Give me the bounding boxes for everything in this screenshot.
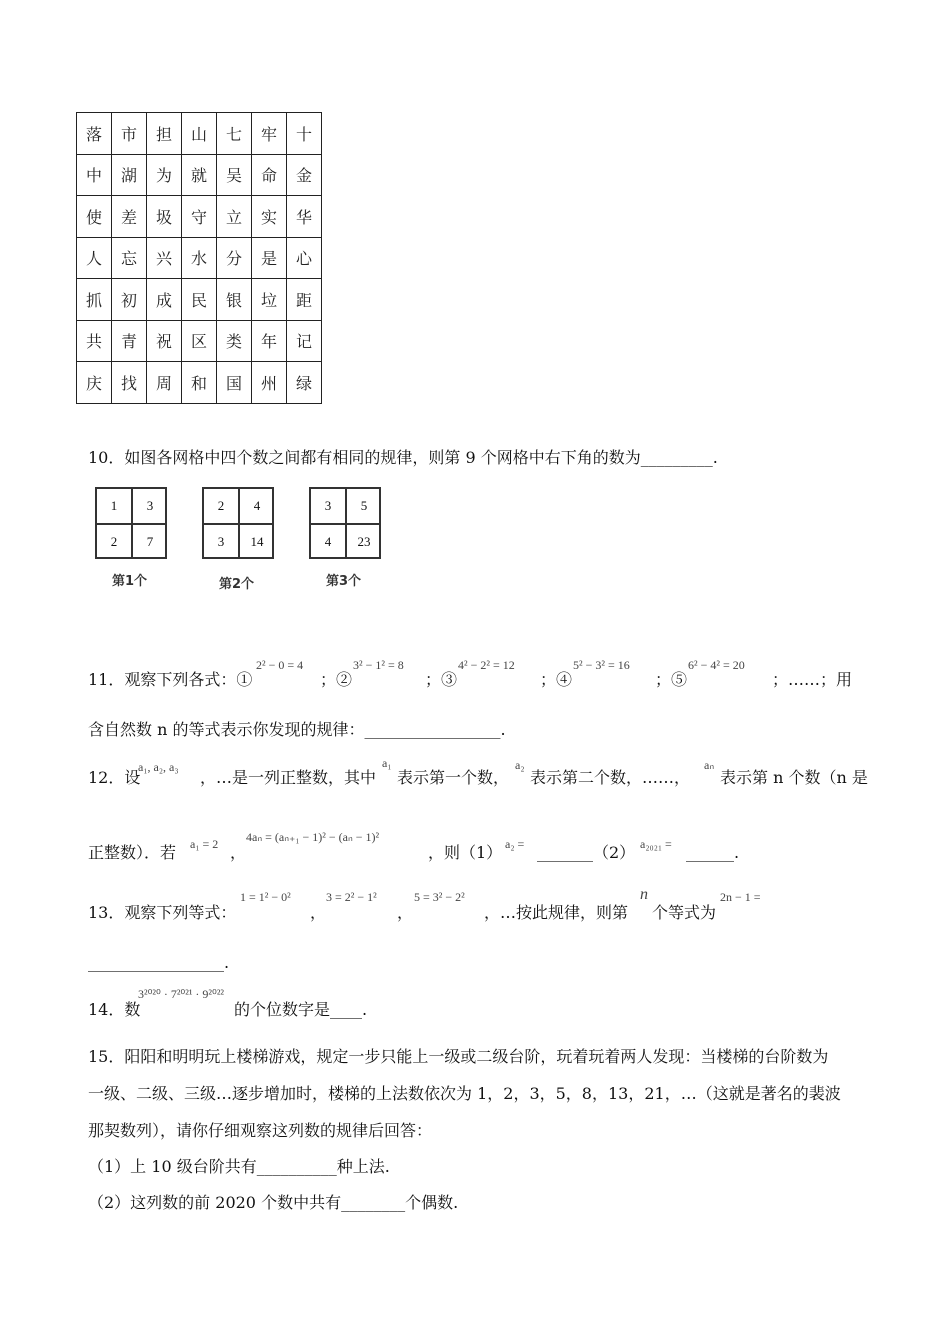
grid-cell: 记 bbox=[287, 320, 322, 362]
grid-cell: 为 bbox=[147, 154, 182, 196]
q14-text-b: 的个位数字是____. bbox=[234, 1000, 368, 1019]
q11-formula-5: 6² − 4² = 20 bbox=[688, 658, 745, 672]
q12-text-d: 表示第二个数，……， bbox=[530, 768, 691, 787]
grid-cell: 十 bbox=[287, 113, 322, 155]
grid-2-bottom-right: 14 bbox=[250, 534, 264, 549]
q15-line-4: （1）上 10 级台阶共有__________种上法. bbox=[88, 1157, 390, 1176]
q12-formula-ask2: a₂₀₂₁ = bbox=[640, 837, 672, 851]
grid-cell: 年 bbox=[252, 320, 287, 362]
q12-formula-seq: a₁, a₂, a₃ bbox=[138, 760, 179, 774]
q13-formula-1: 1 = 1² − 0² bbox=[240, 890, 291, 904]
number-grid-1 bbox=[95, 487, 167, 559]
q13-sep-4: 个等式为 bbox=[652, 903, 717, 922]
number-grid-2 bbox=[202, 487, 274, 559]
grid-2-bottom-left: 3 bbox=[217, 534, 225, 549]
q13-sep-3: ，…按此规律，则第 bbox=[484, 903, 629, 922]
grid-cell: 山 bbox=[182, 113, 217, 155]
grid-cell: 抓 bbox=[77, 279, 112, 321]
grid-cell: 使 bbox=[77, 196, 112, 238]
q12-text-e: 表示第 n 个数（n 是 bbox=[720, 768, 868, 787]
q12-formula-ask1: a₂ = bbox=[505, 837, 525, 851]
grid-cell: 庆 bbox=[77, 362, 112, 404]
q11-prefix: 11．观察下列各式：① bbox=[88, 670, 253, 689]
q12-formula-cond1: a₁ = 2 bbox=[190, 837, 219, 851]
q15-line-2: 一级、二级、三级…逐步增加时，楼梯的上法数依次为 1，2，3，5，8，13，21，…（这就是著名的裴波 bbox=[88, 1084, 841, 1103]
q11-formula-3: 4² − 2² = 12 bbox=[458, 658, 515, 672]
q11-line-2: 含自然数 n 的等式表示你发现的规律：_________________. bbox=[88, 720, 506, 739]
grid-cell: 立 bbox=[217, 196, 252, 238]
question-10-text: 10．如图各网格中四个数之间都有相同的规律，则第 9 个网格中右下角的数为_________. bbox=[88, 448, 718, 467]
q12-text-a: 12．设 bbox=[88, 768, 141, 787]
q13-formula-end: 2n − 1 = bbox=[720, 890, 761, 904]
grid-row bbox=[77, 196, 322, 238]
grid-3-bottom-left: 4 bbox=[324, 534, 332, 549]
grid-cell: 人 bbox=[77, 237, 112, 279]
grid-cell: 和 bbox=[182, 362, 217, 404]
grid-row bbox=[77, 237, 322, 279]
q13-text-a: 13．观察下列等式： bbox=[88, 903, 237, 922]
grid-1-caption: 第1个 bbox=[112, 574, 148, 589]
q12-text-c: 表示第一个数， bbox=[397, 768, 510, 787]
grid-1-bottom-left: 2 bbox=[110, 534, 118, 549]
q12-line2-e: ______. bbox=[686, 843, 740, 862]
q13-formula-2: 3 = 2² − 1² bbox=[326, 890, 377, 904]
grid-cell: 分 bbox=[217, 237, 252, 279]
q12-line2-d: _______（2） bbox=[537, 843, 636, 862]
q11-formula-4: 5² − 3² = 16 bbox=[573, 658, 630, 672]
q11-sep-5: ；……；用 bbox=[772, 670, 853, 689]
grid-cell: 兴 bbox=[147, 237, 182, 279]
grid-cell: 吴 bbox=[217, 154, 252, 196]
q15-line-1: 15．阳阳和明明玩上楼梯游戏，规定一步只能上一级或二级台阶，玩着玩着两人发现：当楼梯的台阶数为 bbox=[88, 1047, 829, 1066]
grid-cell: 差 bbox=[112, 196, 147, 238]
character-grid bbox=[76, 112, 322, 404]
grid-3-caption: 第3个 bbox=[326, 574, 362, 589]
q15-line-3: 那契数列），请你仔细观察这列数的规律后回答： bbox=[88, 1121, 433, 1140]
grid-cell: 落 bbox=[77, 113, 112, 155]
grid-cell: 周 bbox=[147, 362, 182, 404]
grid-cell: 就 bbox=[182, 154, 217, 196]
grid-3-top-right: 5 bbox=[360, 498, 368, 513]
q13-formula-n: n bbox=[640, 886, 648, 903]
grid-cell: 民 bbox=[182, 279, 217, 321]
grid-cell: 市 bbox=[112, 113, 147, 155]
grid-cell: 牢 bbox=[252, 113, 287, 155]
q12-line2-b: ， bbox=[230, 843, 247, 862]
q13-sep-1: ， bbox=[310, 903, 327, 922]
grid-cell: 圾 bbox=[147, 196, 182, 238]
q14-formula: 3²⁰²⁰ · 7²⁰²¹ · 9²⁰²² bbox=[138, 987, 225, 1001]
grid-row bbox=[77, 320, 322, 362]
grid-cell: 心 bbox=[287, 237, 322, 279]
q11-sep-3: ；④ bbox=[540, 670, 573, 689]
grid-cell: 找 bbox=[112, 362, 147, 404]
grid-cell: 担 bbox=[147, 113, 182, 155]
grid-cell: 是 bbox=[252, 237, 287, 279]
grid-cell: 祝 bbox=[147, 320, 182, 362]
q15-line-5: （2）这列数的前 2020 个数中共有________个偶数. bbox=[88, 1193, 459, 1212]
grid-row bbox=[77, 113, 322, 155]
grid-cell: 初 bbox=[112, 279, 147, 321]
grid-cell: 中 bbox=[77, 154, 112, 196]
q14-text-a: 14．数 bbox=[88, 1000, 141, 1019]
grid-cell: 银 bbox=[217, 279, 252, 321]
grid-cell: 命 bbox=[252, 154, 287, 196]
grid-cell: 金 bbox=[287, 154, 322, 196]
grid-cell: 区 bbox=[182, 320, 217, 362]
q11-sep-2: ；③ bbox=[425, 670, 458, 689]
grid-row bbox=[77, 279, 322, 321]
grid-cell: 垃 bbox=[252, 279, 287, 321]
grid-1-top-left: 1 bbox=[110, 498, 118, 513]
grid-3-bottom-right: 23 bbox=[357, 534, 371, 549]
q11-sep-1: ；② bbox=[320, 670, 353, 689]
q13-line-2: _________________. bbox=[88, 953, 230, 972]
q13-sep-2: ， bbox=[397, 903, 414, 922]
grid-1-top-right: 3 bbox=[146, 498, 154, 513]
grid-cell: 湖 bbox=[112, 154, 147, 196]
grid-cell: 州 bbox=[252, 362, 287, 404]
grid-cell: 守 bbox=[182, 196, 217, 238]
grid-2-top-left: 2 bbox=[217, 498, 225, 513]
grid-2-caption: 第2个 bbox=[219, 577, 255, 592]
q11-formula-1: 2² − 0 = 4 bbox=[256, 658, 304, 672]
q12-formula-cond2: 4aₙ = (aₙ₊₁ − 1)² − (aₙ − 1)² bbox=[246, 830, 380, 844]
q11-sep-4: ；⑤ bbox=[655, 670, 688, 689]
q12-line2-c: ，则（1） bbox=[428, 843, 503, 862]
number-grid-3 bbox=[309, 487, 381, 559]
grid-2-top-right: 4 bbox=[253, 498, 261, 513]
grid-3-top-left: 3 bbox=[324, 498, 332, 513]
grid-1-bottom-right: 7 bbox=[146, 534, 154, 549]
grid-cell: 七 bbox=[217, 113, 252, 155]
grid-row bbox=[77, 362, 322, 404]
grid-row bbox=[77, 154, 322, 196]
grid-cell: 水 bbox=[182, 237, 217, 279]
grid-cell: 类 bbox=[217, 320, 252, 362]
q12-formula-a2: a₂ bbox=[515, 758, 525, 772]
q13-formula-3: 5 = 3² − 2² bbox=[414, 890, 465, 904]
grid-cell: 青 bbox=[112, 320, 147, 362]
grid-cell: 共 bbox=[77, 320, 112, 362]
grid-cell: 距 bbox=[287, 279, 322, 321]
grid-cell: 华 bbox=[287, 196, 322, 238]
grid-cell: 成 bbox=[147, 279, 182, 321]
q12-formula-an: aₙ bbox=[704, 758, 715, 772]
q12-text-b: ，…是一列正整数，其中 bbox=[200, 768, 377, 787]
grid-cell: 实 bbox=[252, 196, 287, 238]
q12-line2-a: 正整数）．若 bbox=[88, 843, 177, 862]
grid-cell: 忘 bbox=[112, 237, 147, 279]
grid-cell: 绿 bbox=[287, 362, 322, 404]
q12-formula-a1: a₁ bbox=[382, 756, 392, 770]
grid-cell: 国 bbox=[217, 362, 252, 404]
q11-formula-2: 3² − 1² = 8 bbox=[353, 658, 404, 672]
